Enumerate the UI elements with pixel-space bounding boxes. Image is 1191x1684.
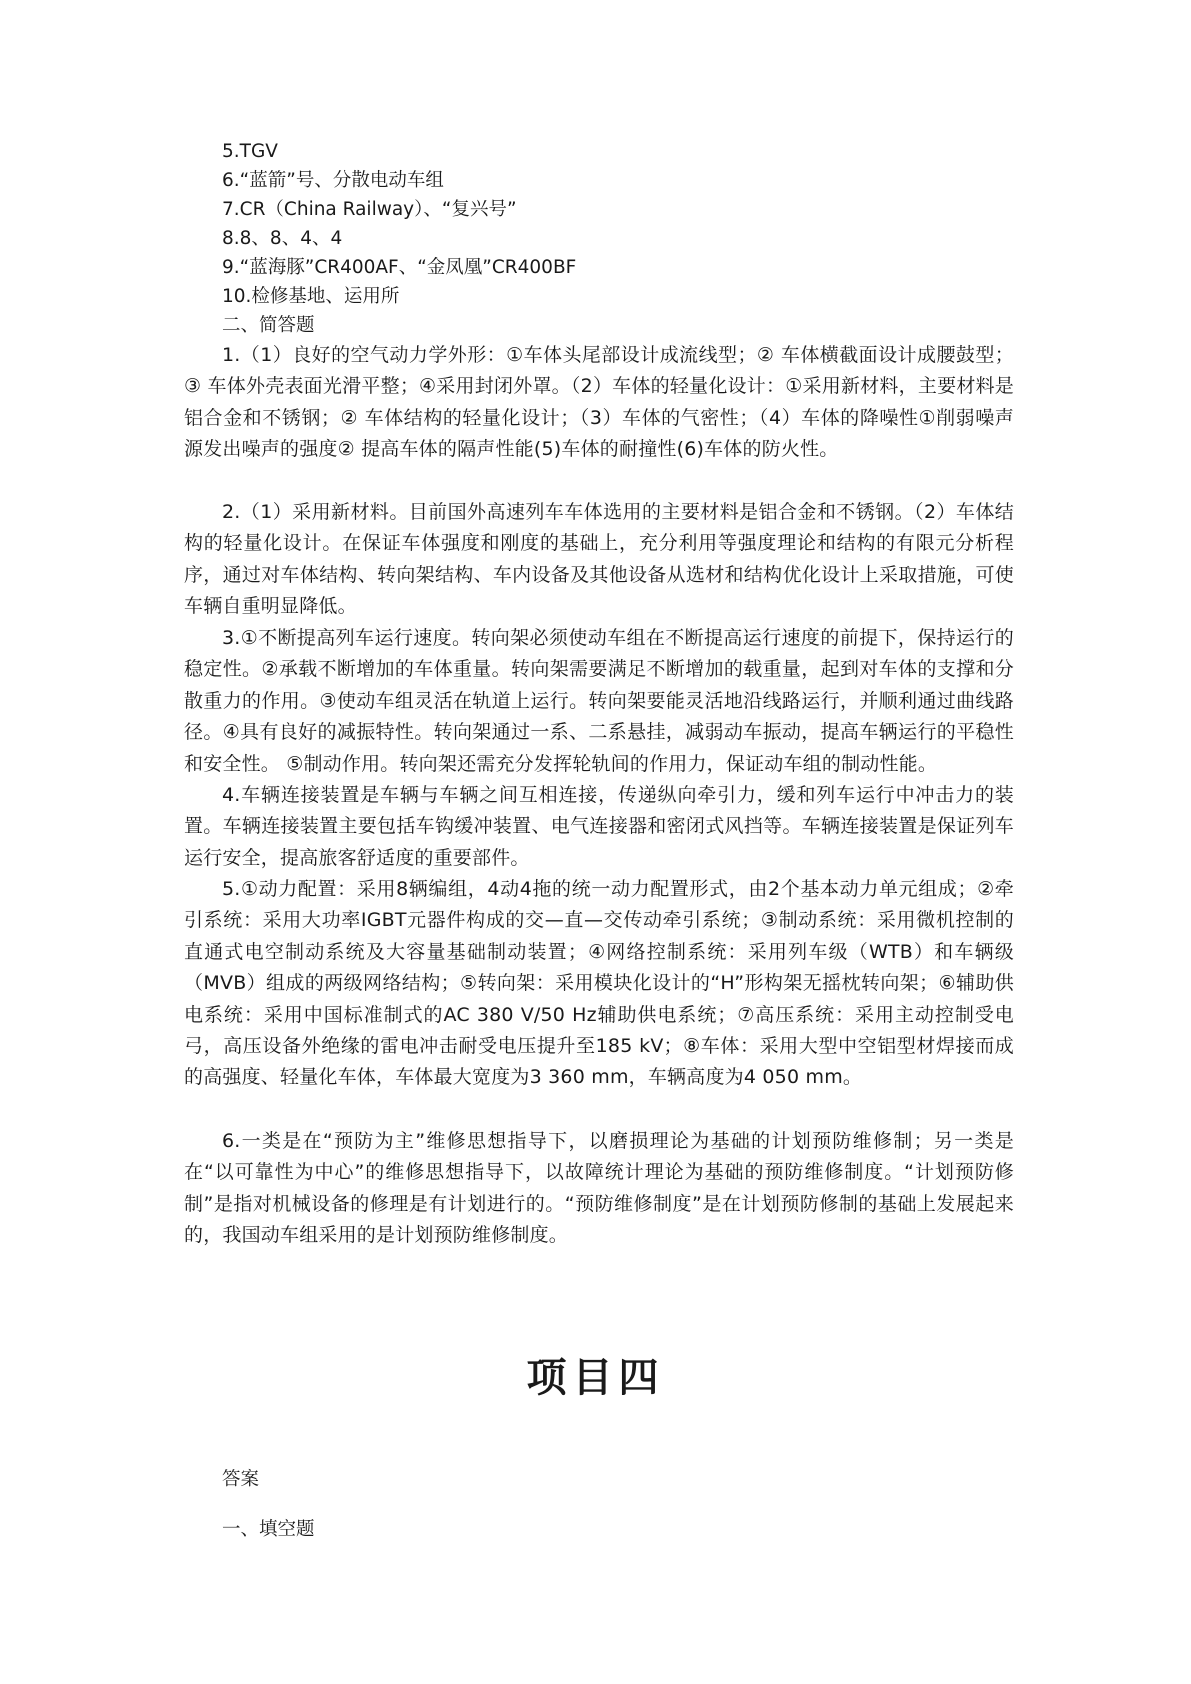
short-answer-1: 1.（1）良好的空气动力学外形：①车体头尾部设计成流线型；② 车体横截面设计成腰鼓型；③ 车体外壳表面光滑平整；④采用封闭外罩。（2）车体的轻量化设计：①采用新材料，主要材料是铝合金和不锈钢；② 车体结构的轻量化设计；（3）车体的气密性；（4）车体的降噪性①削弱噪声源发出噪声的强度② 提高车体的隔声性能(5)车体的耐撞性(6)车体的防火性。 [184,344,1014,461]
short-answer-6: 6.一类是在“预防为主”维修思想指导下，以磨损理论为基础的计划预防维修制；另一类是在“以可靠性为中心”的维修思想指导下，以故障统计理论为基础的预防维修制度。“计划预防修制”是指对机械设备的修理是有计划进行的。“预防维修制度”是在计划预防修制的基础上发展起来的，我国动车组采用的是计划预防维修制度。 [184,1130,1014,1247]
fill-answer-9: 9.“蓝海豚”CR400AF、“金凤凰”CR400BF [222,257,577,278]
fill-answer-10: 10.检修基地、运用所 [222,286,400,307]
short-answer-4: 4.车辆连接装置是车辆与车辆之间互相连接，传递纵向牵引力，缓和列车运行中冲击力的装置。车辆连接装置主要包括车钩缓冲装置、电气连接器和密闭式风挡等。车辆连接装置是保证列车运行安全，提高旅客舒适度的重要部件。 [184,784,1014,869]
project-title: 项目四 [526,1354,665,1401]
short-answer-5: 5.①动力配置：采用8辆编组，4动4拖的统一动力配置形式，由2个基本动力单元组成；②牵引系统：采用大功率IGBT元器件构成的交—直—交传动牵引系统；③制动系统：采用微机控制的直通式电空制动系统及大容量基础制动装置；④网络控制系统：采用列车级（WTB）和车辆级（MVB）组成的两级网络结构；⑤转向架：采用模块化设计的“H”形构架无摇枕转向架；⑥辅助供电系统：采用中国标准制式的AC 380 V/50 Hz辅助供电系统；⑦高压系统：采用主动控制受电弓，高压设备外绝缘的雷电冲击耐受电压提升至185 kV；⑧车体：采用大型中空铝型材焊接而成的高强度、轻量化车体，车体最大宽度为3 360 mm，车辆高度为4 050 mm。 [184,878,1014,1089]
fill-answer-5: 5.TGV [222,141,278,162]
fill-answer-7: 7.CR（China Railway）、“复兴号” [222,199,517,220]
short-answer-3: 3.①不断提高列车运行速度。转向架必须使动车组在不断提高运行速度的前提下，保持运行的稳定性。②承载不断增加的车体重量。转向架需要满足不断增加的载重量，起到对车体的支撑和分散重力的作用。③使动车组灵活在轨道上运行。转向架要能灵活地沿线路运行，并顺利通过曲线路径。④具有良好的减振特性。转向架通过一系、二系悬挂，减弱动车振动，提高车辆运行的平稳性和安全性。 ⑤制动作用。转向架还需充分发挥轮轨间的作用力，保证动车组的制动性能。 [184,627,1014,775]
short-answer-2: 2.（1）采用新材料。目前国外高速列车车体选用的主要材料是铝合金和不锈钢。（2）车体结构的轻量化设计。在保证车体强度和刚度的基础上，充分利用等强度理论和结构的有限元分析程序，通过对车体结构、转向架结构、车内设备及其他设备从选材和结构优化设计上采取措施，可使车辆自重明显降低。 [184,501,1014,618]
section-heading-short-answer: 二、简答题 [222,315,315,336]
section-heading-fill-blank: 一、填空题 [222,1519,315,1540]
fill-answer-8: 8.8、8、4、4 [222,228,343,249]
fill-answer-6: 6.“蓝箭”号、分散电动车组 [222,170,444,191]
answer-label: 答案 [222,1469,260,1490]
